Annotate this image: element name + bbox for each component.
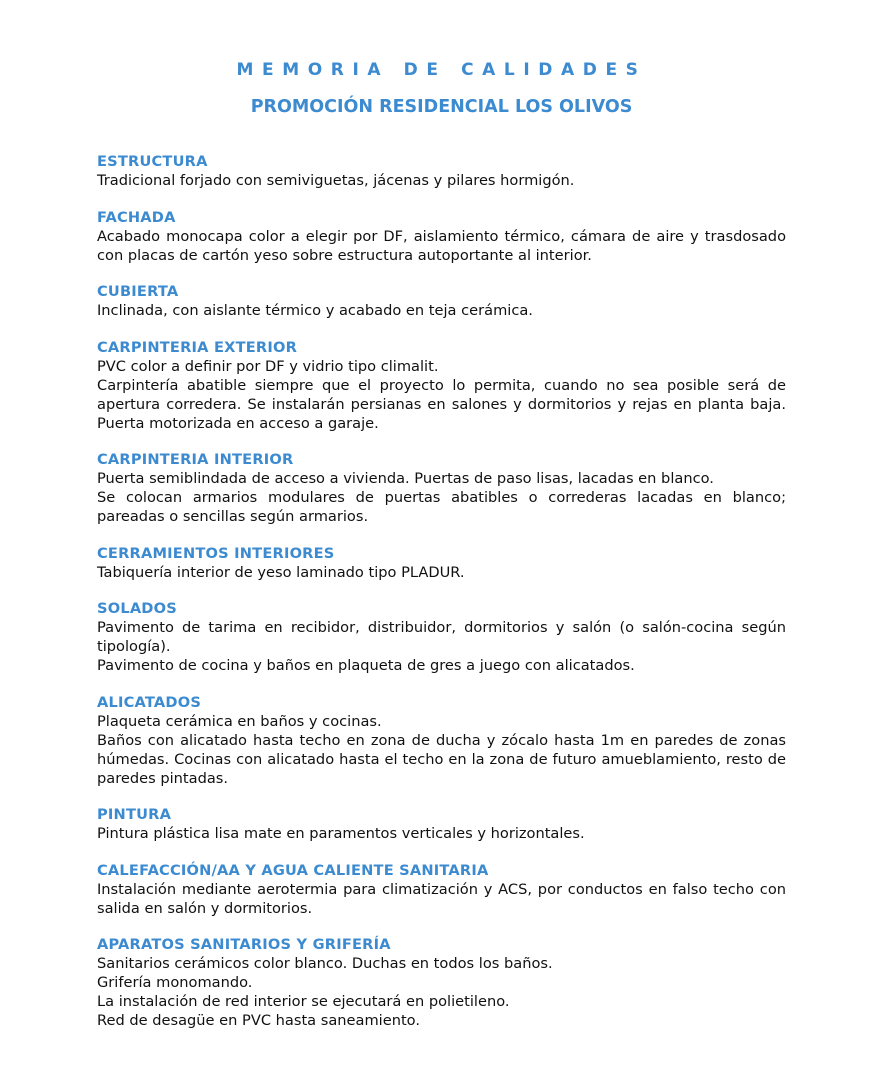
section-heading: CUBIERTA bbox=[97, 283, 179, 300]
section-paragraph: Tradicional forjado con semiviguetas, jácenas y pilares hormigón. bbox=[97, 172, 575, 189]
section-body bbox=[97, 357, 786, 433]
section bbox=[97, 208, 786, 265]
section-heading: ESTRUCTURA bbox=[97, 153, 208, 170]
section-paragraph: PVC color a definir por DF y vidrio tipo climalit. bbox=[97, 357, 439, 375]
document-title: MEMORIA DE CALIDADES bbox=[236, 60, 647, 80]
section bbox=[97, 935, 786, 1030]
section-heading: CALEFACCIÓN/AA Y AGUA CALIENTE SANITARIA bbox=[97, 861, 489, 879]
section-paragraph: Puerta semiblindada de acceso a vivienda. Puertas de paso lisas, lacadas en blanco. bbox=[97, 470, 714, 487]
section bbox=[97, 693, 786, 788]
section bbox=[97, 450, 786, 526]
section-body bbox=[97, 171, 786, 190]
section-heading: APARATOS SANITARIOS Y GRIFERÍA bbox=[97, 936, 391, 953]
section-body bbox=[97, 227, 786, 265]
section-paragraph: Plaqueta cerámica en baños y cocinas. bbox=[97, 712, 382, 730]
section bbox=[97, 152, 786, 190]
section-body bbox=[97, 880, 786, 918]
section-paragraph: Inclinada, con aislante térmico y acabado en teja cerámica. bbox=[97, 302, 533, 319]
section bbox=[97, 599, 786, 675]
section-body bbox=[97, 469, 786, 526]
section bbox=[97, 861, 786, 918]
section-paragraph: Grifería monomando. bbox=[97, 974, 253, 991]
section-paragraph: Instalación mediante aerotermia para climatización y ACS, por conductos en falso techo con salida en salón y dormitorios. bbox=[97, 880, 786, 917]
section-paragraph: Sanitarios cerámicos color blanco. Duchas en todos los baños. bbox=[97, 955, 553, 972]
section-paragraph: Carpintería abatible siempre que el proyecto lo permita, cuando no sea posible será de apertura corredera. Se instalarán persianas en salones y dormitorios y rejas en planta baja. Puerta motorizada en acceso a garaje. bbox=[97, 376, 786, 432]
section-paragraph: La instalación de red interior se ejecutará en polietileno. bbox=[97, 993, 510, 1010]
section-heading: CARPINTERIA EXTERIOR bbox=[97, 338, 298, 356]
section-paragraph: Red de desagüe en PVC hasta saneamiento. bbox=[97, 1012, 420, 1029]
section-heading: SOLADOS bbox=[97, 600, 177, 617]
sections-list bbox=[97, 152, 786, 1048]
section-body bbox=[97, 712, 786, 788]
section-heading: FACHADA bbox=[97, 208, 176, 226]
section bbox=[97, 338, 786, 433]
section-heading: CERRAMIENTOS INTERIORES bbox=[97, 544, 335, 562]
section-paragraph: Pavimento de tarima en recibidor, distribuidor, dormitorios y salón (o salón-cocina según tipología). bbox=[97, 619, 786, 655]
section-heading: ALICATADOS bbox=[97, 693, 202, 711]
section-heading: PINTURA bbox=[97, 806, 172, 823]
section-paragraph: Se colocan armarios modulares de puertas abatibles o correderas lacadas en blanco; pareadas o sencillas según armarios. bbox=[97, 489, 786, 525]
section-heading: CARPINTERIA INTERIOR bbox=[97, 451, 294, 468]
section bbox=[97, 282, 786, 320]
section-body bbox=[97, 563, 786, 582]
document-subtitle: PROMOCIÓN RESIDENCIAL LOS OLIVOS bbox=[250, 97, 633, 117]
section-body bbox=[97, 618, 786, 675]
section-body bbox=[97, 301, 786, 320]
section-paragraph: Pavimento de cocina y baños en plaqueta de gres a juego con alicatados. bbox=[97, 657, 635, 674]
section-paragraph: Pintura plástica lisa mate en paramentos verticales y horizontales. bbox=[97, 825, 585, 842]
section bbox=[97, 805, 786, 843]
section-body bbox=[97, 954, 786, 1030]
section-paragraph: Tabiquería interior de yeso laminado tipo PLADUR. bbox=[97, 563, 465, 581]
section bbox=[97, 544, 786, 582]
section-paragraph: Acabado monocapa color a elegir por DF, aislamiento térmico, cámara de aire y trasdosado con placas de cartón yeso sobre estructura autoportante al interior. bbox=[97, 227, 786, 264]
section-paragraph: Baños con alicatado hasta techo en zona de ducha y zócalo hasta 1m en paredes de zonas húmedas. Cocinas con alicatado hasta el techo en la zona de futuro amueblamiento, resto de paredes pintadas. bbox=[97, 731, 786, 787]
section-body bbox=[97, 824, 786, 843]
